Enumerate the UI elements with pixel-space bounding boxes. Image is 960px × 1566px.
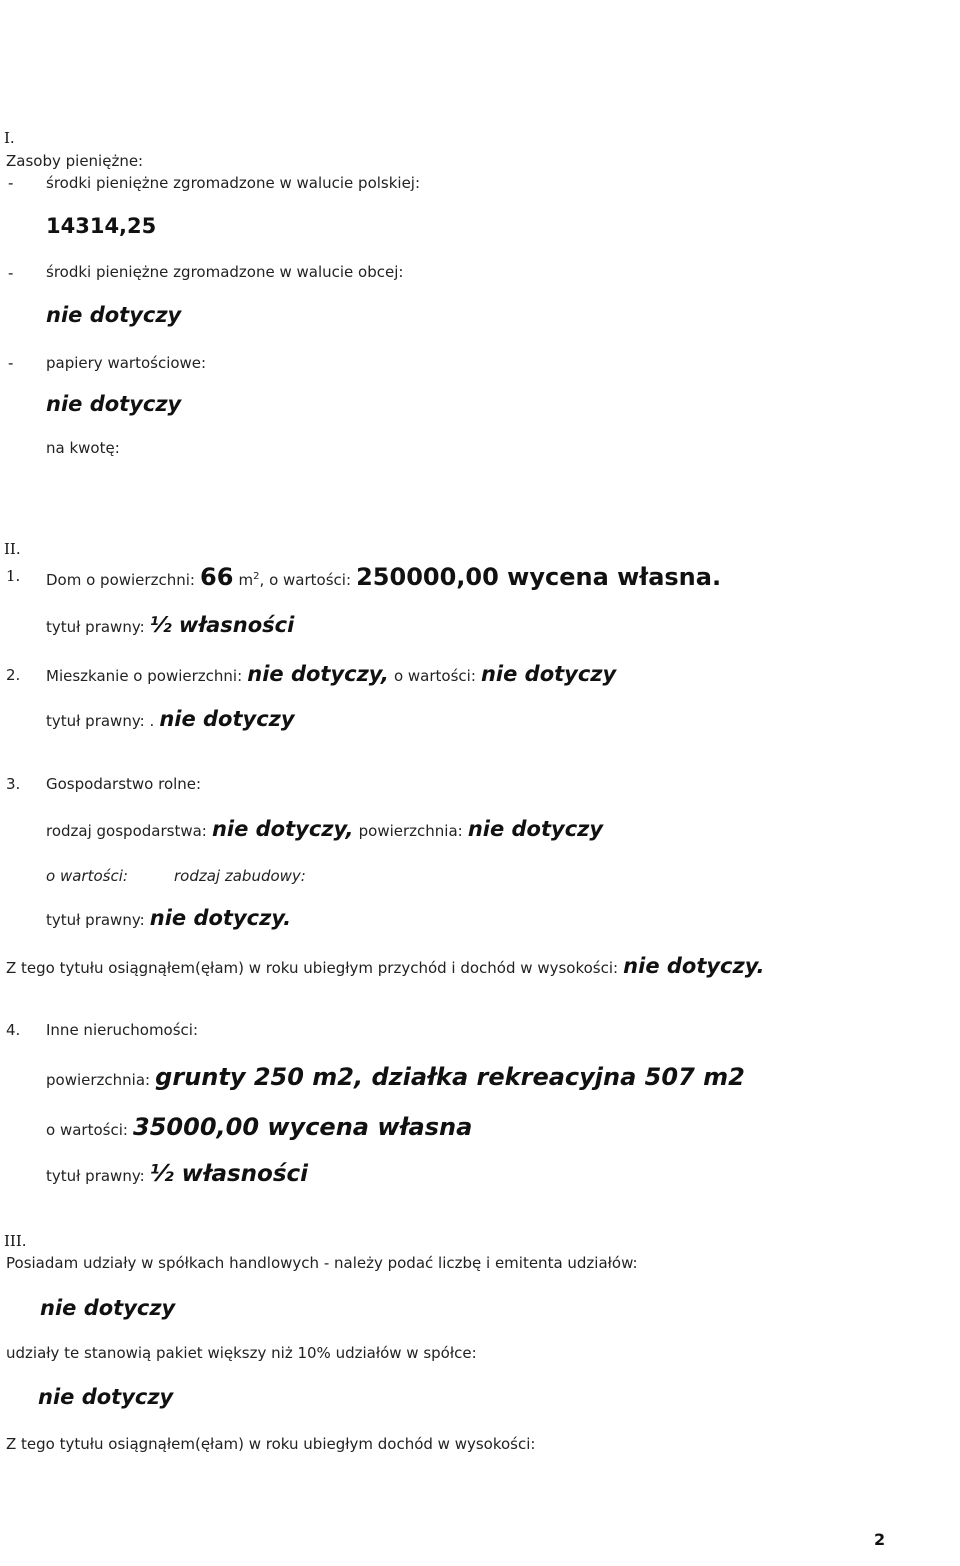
house-number: 1. bbox=[6, 567, 21, 585]
farm-number: 3. bbox=[6, 775, 21, 793]
other-value: 35000,00 wycena własna bbox=[133, 1113, 473, 1141]
house-area-label: Dom o powierzchni: bbox=[46, 571, 195, 589]
section-2-numeral: II. bbox=[4, 540, 21, 558]
other-area-value: grunty 250 m2, działka rekreacyjna 507 m2 bbox=[155, 1063, 745, 1091]
farm-title-value: nie dotyczy. bbox=[149, 906, 292, 930]
cash-pln-label: środki pieniężne zgromadzone w walucie polskiej: bbox=[46, 174, 421, 192]
house-value-label: , o wartości: bbox=[259, 571, 351, 589]
cash-pln-value: 14314,25 bbox=[46, 214, 157, 238]
section-1-numeral: I. bbox=[4, 129, 15, 147]
flat-row bbox=[46, 664, 616, 685]
farm-area-value: nie dotyczy bbox=[467, 817, 604, 841]
farm-type-value: nie dotyczy, bbox=[211, 817, 354, 841]
packet-label: udziały te stanowią pakiet większy niż 10% udziałów w spółce: bbox=[6, 1344, 477, 1362]
other-title-value: ½ własności bbox=[149, 1161, 309, 1187]
house-row bbox=[46, 565, 721, 589]
farm-title-row bbox=[46, 908, 291, 929]
cash-foreign-value: nie dotyczy bbox=[46, 303, 182, 327]
farm-buildings-label: rodzaj zabudowy: bbox=[174, 867, 306, 885]
house-area-unit: $m^2$ bbox=[238, 571, 260, 589]
cash-resources-heading: Zasoby pieniężne: bbox=[6, 152, 144, 170]
farm-type-row bbox=[46, 819, 603, 840]
flat-area-value: nie dotyczy, bbox=[247, 662, 389, 686]
flat-value-label: o wartości: bbox=[393, 667, 476, 685]
other-title-row bbox=[46, 1163, 308, 1186]
list-dash: - bbox=[8, 264, 14, 282]
shares-label: Posiadam udziały w spółkach handlowych - należy podać liczbę i emitenta udziałów: bbox=[6, 1254, 638, 1272]
house-title-label: tytuł prawny: bbox=[46, 618, 145, 636]
farm-label: Gospodarstwo rolne: bbox=[46, 775, 202, 793]
list-dash: - bbox=[8, 354, 14, 372]
shares-income-label: Z tego tytułu osiągnąłem(ęłam) w roku ubiegłym dochód w wysokości: bbox=[6, 1435, 536, 1453]
other-label: Inne nieruchomości: bbox=[46, 1021, 199, 1039]
flat-title-label: tytuł prawny: . bbox=[46, 712, 155, 730]
farm-value-label: o wartości: bbox=[46, 867, 128, 885]
packet-value: nie dotyczy bbox=[38, 1385, 174, 1409]
farm-type-label: rodzaj gospodarstwa: bbox=[46, 822, 207, 840]
house-area-value: 66 bbox=[200, 563, 234, 591]
farm-income-row bbox=[6, 956, 764, 977]
securities-value: nie dotyczy bbox=[46, 392, 182, 416]
house-value: 250000,00 wycena własna. bbox=[356, 563, 722, 591]
farm-income-value: nie dotyczy. bbox=[623, 954, 765, 978]
flat-title-row bbox=[46, 709, 295, 730]
other-value-label: o wartości: bbox=[46, 1121, 128, 1139]
flat-number: 2. bbox=[6, 666, 21, 684]
shares-value: nie dotyczy bbox=[40, 1296, 176, 1320]
other-area-label: powierzchnia: bbox=[46, 1071, 151, 1089]
securities-label: papiery wartościowe: bbox=[46, 354, 207, 372]
farm-income-label: Z tego tytułu osiągnąłem(ęłam) w roku ubiegłym przychód i dochód w wysokości: bbox=[6, 959, 619, 977]
other-value-row bbox=[46, 1115, 472, 1139]
cash-foreign-label: środki pieniężne zgromadzone w walucie obcej: bbox=[46, 263, 404, 281]
list-dash: - bbox=[8, 174, 14, 192]
flat-title-value: nie dotyczy bbox=[159, 707, 295, 731]
page-number: 2 bbox=[874, 1530, 886, 1549]
other-area-row bbox=[46, 1065, 745, 1089]
other-title-label: tytuł prawny: bbox=[46, 1167, 145, 1185]
other-number: 4. bbox=[6, 1021, 21, 1039]
house-title-value: ½ własności bbox=[149, 613, 295, 637]
section-3-numeral: III. bbox=[4, 1232, 27, 1250]
flat-area-label: Mieszkanie o powierzchni: bbox=[46, 667, 243, 685]
amount-label: na kwotę: bbox=[46, 439, 120, 457]
house-title-row bbox=[46, 615, 294, 636]
flat-value: nie dotyczy bbox=[480, 662, 617, 686]
farm-area-label: powierzchnia: bbox=[358, 822, 463, 840]
farm-title-label: tytuł prawny: bbox=[46, 911, 145, 929]
